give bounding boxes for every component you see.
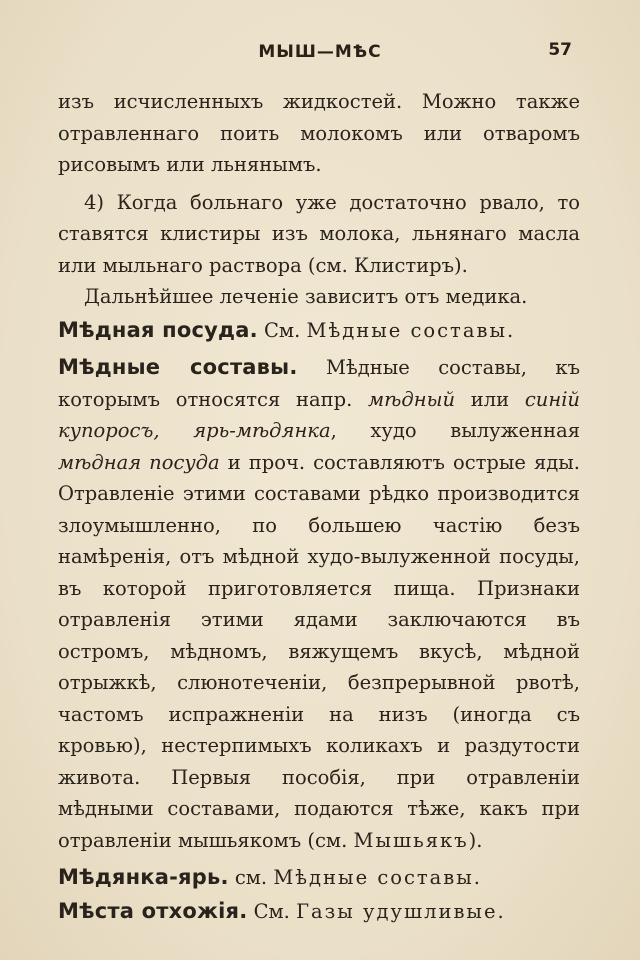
entry-see-label: см. <box>234 866 274 889</box>
entry-mesta-othozhiya <box>58 896 580 928</box>
entry-medyanka-yar <box>58 862 580 894</box>
entry-italic-term: синій купоросъ, ярь-мѣдянка <box>58 387 580 442</box>
entry-text: и проч. составляютъ острые яды. Отравленіе этими составами рѣдко производится злоумышленно, по большею частію безъ намѣренія, отъ мѣдной худо-вылуженной посуды, въ которой приготовляется пища. Признаки отравленія этими ядами заключаются въ остромъ, мѣдномъ, вяжущемъ вкусѣ, мѣдной отрыжкѣ, слюнотеченіи, безпрерывной рвотѣ, частомъ испражненіи на низъ (иногда съ кровью), нестерпимыхъ коликахъ и раздутости живота. Первыя пособія, при отравленіи мѣдными составами, подаются тѣже, какъ при отравленіи мышьякомъ (см. <box>58 450 581 852</box>
entry-italic-term: мѣдный <box>368 387 456 411</box>
running-head <box>0 42 640 72</box>
page-body <box>58 86 580 927</box>
entry-text: или <box>455 387 525 411</box>
entry-see-label: См. <box>263 318 307 342</box>
entry-text: , худо вылуженная <box>330 419 580 442</box>
paragraph-treatment: Дальнѣйшее леченіе зависитъ отъ медика. <box>84 285 528 308</box>
entry-cross-reference: Газы удушливые. <box>296 899 506 923</box>
entry-cross-reference: Мѣдные составы. <box>306 318 516 342</box>
entry-italic-term: мѣдная посуда <box>58 450 220 474</box>
entry-mednaya-posuda <box>58 315 580 347</box>
page-number: 57 <box>548 40 572 60</box>
entry-text: ). <box>468 828 483 852</box>
entry-see-label: См. <box>253 899 297 923</box>
running-head-title: МЫШ—МѢС <box>258 42 382 62</box>
entry-text: Мѣдные составы, къ которымъ относятся напр. <box>58 356 580 411</box>
entry-headword: Мѣста отхожія. <box>58 898 248 923</box>
paragraph-continuation: изъ исчисленныхъ жидкостей. Можно также отравленнаго поить молокомъ или отваромъ рисовымъ или льнянымъ. <box>58 90 580 176</box>
entry-headword: Мѣдные составы. <box>58 355 298 379</box>
paragraph-numbered-4: 4) Когда больнаго уже достаточно рвало, то ставятся клистиры изъ молока, льнянаго масла или мыльнаго раствора (см. Клистиръ). <box>58 190 580 277</box>
entry-cross-reference: Мѣдные составы. <box>273 866 483 889</box>
entry-headword: Мѣдянка-ярь. <box>58 865 229 889</box>
entry-headword: Мѣдная посуда. <box>58 317 258 342</box>
entry-cross-reference: Мышьякъ <box>353 828 469 852</box>
entry-mednye-sostavy <box>58 352 580 856</box>
